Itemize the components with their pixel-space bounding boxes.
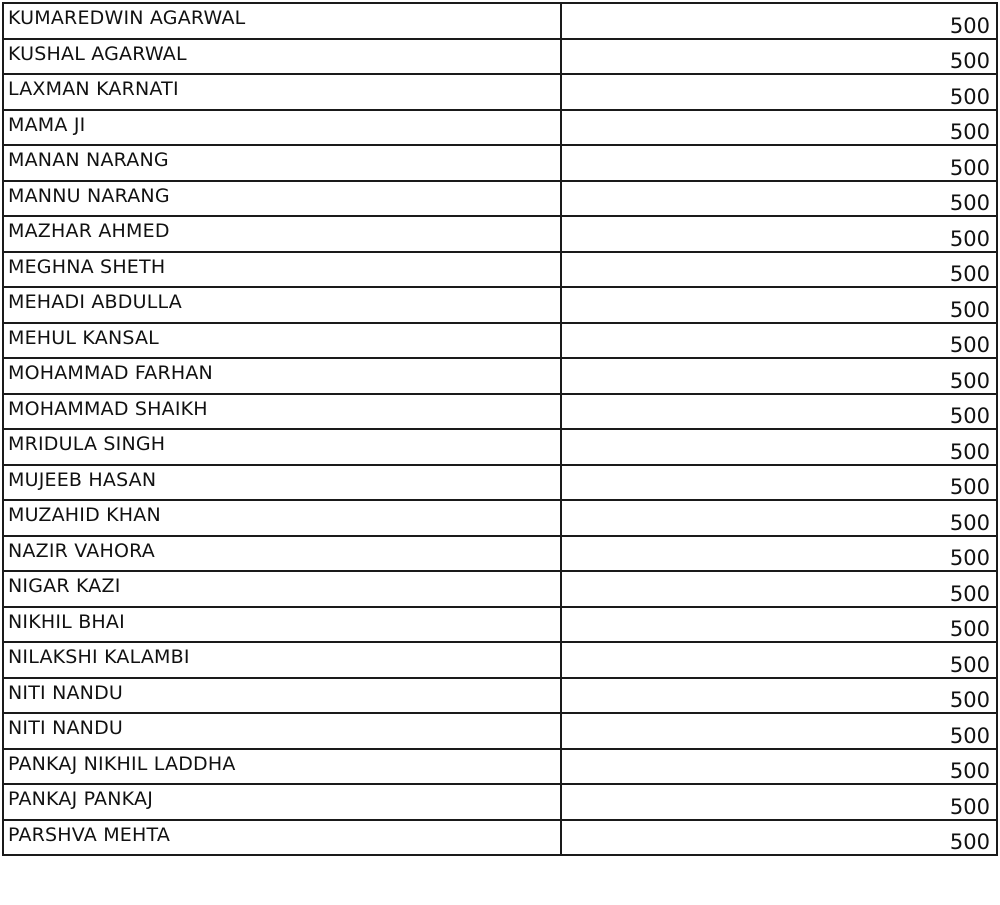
table-row — [3, 536, 997, 572]
table-row — [3, 74, 997, 110]
name-cell[interactable]: PARSHVA MEHTA — [3, 820, 561, 856]
name-cell[interactable]: NIGAR KAZI — [3, 571, 561, 607]
amount-cell[interactable]: 500 — [561, 110, 997, 146]
amount-cell[interactable]: 500 — [561, 607, 997, 643]
table-row — [3, 713, 997, 749]
table-row — [3, 607, 997, 643]
amount-cell[interactable]: 500 — [561, 74, 997, 110]
amount-cell[interactable]: 500 — [561, 536, 997, 572]
table-row — [3, 820, 997, 856]
name-cell[interactable]: PANKAJ NIKHIL LADDHA — [3, 749, 561, 785]
name-cell[interactable]: MANAN NARANG — [3, 145, 561, 181]
table-row — [3, 252, 997, 288]
amount-cell[interactable]: 500 — [561, 429, 997, 465]
amount-cell[interactable]: 500 — [561, 287, 997, 323]
table-row — [3, 642, 997, 678]
name-cell[interactable]: NIKHIL BHAI — [3, 607, 561, 643]
name-cell[interactable]: MAMA JI — [3, 110, 561, 146]
table-row — [3, 358, 997, 394]
table-row — [3, 323, 997, 359]
contribution-table — [2, 2, 998, 856]
table-row — [3, 678, 997, 714]
amount-cell[interactable]: 500 — [561, 3, 997, 39]
table-row — [3, 571, 997, 607]
name-cell[interactable]: LAXMAN KARNATI — [3, 74, 561, 110]
name-cell[interactable]: MEGHNA SHETH — [3, 252, 561, 288]
table-row — [3, 110, 997, 146]
name-cell[interactable]: MAZHAR AHMED — [3, 216, 561, 252]
amount-cell[interactable]: 500 — [561, 571, 997, 607]
amount-cell[interactable]: 500 — [561, 820, 997, 856]
name-cell[interactable]: KUMAREDWIN AGARWAL — [3, 3, 561, 39]
amount-cell[interactable]: 500 — [561, 749, 997, 785]
name-cell[interactable]: NILAKSHI KALAMBI — [3, 642, 561, 678]
name-cell[interactable]: MOHAMMAD FARHAN — [3, 358, 561, 394]
name-cell[interactable]: NITI NANDU — [3, 713, 561, 749]
name-cell[interactable]: PANKAJ PANKAJ — [3, 784, 561, 820]
name-cell[interactable]: KUSHAL AGARWAL — [3, 39, 561, 75]
table-row — [3, 287, 997, 323]
amount-cell[interactable]: 500 — [561, 323, 997, 359]
amount-cell[interactable]: 500 — [561, 358, 997, 394]
table-row — [3, 500, 997, 536]
amount-cell[interactable]: 500 — [561, 713, 997, 749]
amount-cell[interactable]: 500 — [561, 465, 997, 501]
table-row — [3, 181, 997, 217]
table-row — [3, 216, 997, 252]
amount-cell[interactable]: 500 — [561, 216, 997, 252]
amount-cell[interactable]: 500 — [561, 500, 997, 536]
name-cell[interactable]: MRIDULA SINGH — [3, 429, 561, 465]
table-row — [3, 465, 997, 501]
name-cell[interactable]: MOHAMMAD SHAIKH — [3, 394, 561, 430]
name-cell[interactable]: NITI NANDU — [3, 678, 561, 714]
name-cell[interactable]: MANNU NARANG — [3, 181, 561, 217]
table-row — [3, 39, 997, 75]
table-row — [3, 394, 997, 430]
name-cell[interactable]: NAZIR VAHORA — [3, 536, 561, 572]
amount-cell[interactable]: 500 — [561, 181, 997, 217]
amount-cell[interactable]: 500 — [561, 145, 997, 181]
name-cell[interactable]: MEHADI ABDULLA — [3, 287, 561, 323]
amount-cell[interactable]: 500 — [561, 784, 997, 820]
amount-cell[interactable]: 500 — [561, 252, 997, 288]
table-body — [3, 3, 997, 855]
amount-cell[interactable]: 500 — [561, 642, 997, 678]
name-cell[interactable]: MUZAHID KHAN — [3, 500, 561, 536]
table-row — [3, 784, 997, 820]
amount-cell[interactable]: 500 — [561, 678, 997, 714]
table-row — [3, 429, 997, 465]
name-cell[interactable]: MEHUL KANSAL — [3, 323, 561, 359]
table-row — [3, 145, 997, 181]
table-row — [3, 3, 997, 39]
amount-cell[interactable]: 500 — [561, 394, 997, 430]
table-row — [3, 749, 997, 785]
name-cell[interactable]: MUJEEB HASAN — [3, 465, 561, 501]
amount-cell[interactable]: 500 — [561, 39, 997, 75]
